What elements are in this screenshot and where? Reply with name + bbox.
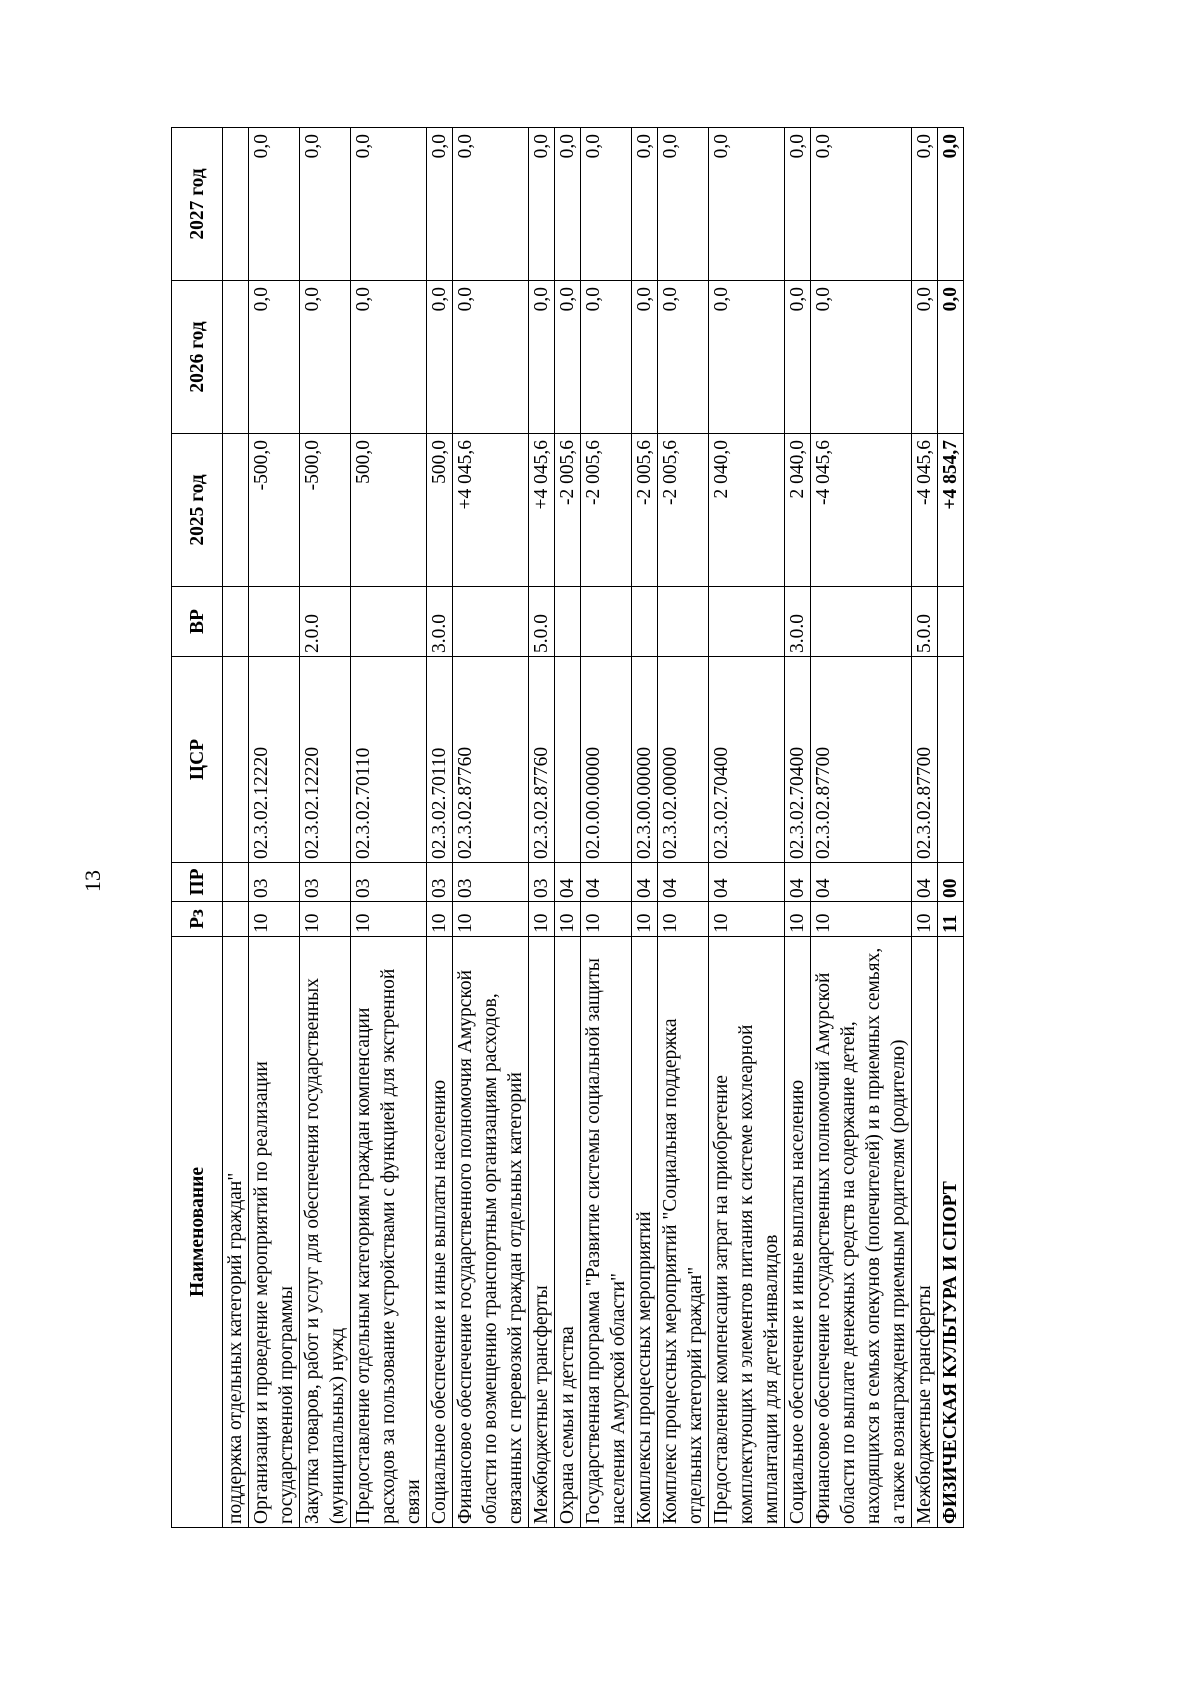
cell-rz: 11 (938, 902, 964, 937)
cell-2025: 2 040,0 (785, 434, 811, 587)
cell-rz: 10 (581, 902, 632, 937)
cell-csr: 02.3.02.70400 (709, 657, 785, 863)
cell-2025: +4 854,7 (938, 434, 964, 587)
table-row (632, 128, 658, 1528)
cell-name: Финансовое обеспечение государственных полномочий Амурской области по выплате денежных средств на содержание детей, находящихся в семьях опекунов (попечителей) и в приемных семьях, а также вознаграждения приемным родителям (родителю) (811, 937, 912, 1528)
cell-vr (632, 587, 658, 657)
cell-csr: 02.0.00.00000 (581, 657, 632, 863)
cell-rz: 10 (912, 902, 938, 937)
header-2025: 2025 год (172, 434, 223, 587)
cell-2027: 0,0 (709, 128, 785, 281)
cell-2025 (223, 434, 249, 587)
cell-vr (811, 587, 912, 657)
cell-2027: 0,0 (529, 128, 555, 281)
cell-vr (581, 587, 632, 657)
cell-vr: 5.0.0 (912, 587, 938, 657)
cell-vr (223, 587, 249, 657)
cell-vr (453, 587, 529, 657)
cell-rz: 10 (555, 902, 581, 937)
cell-name: Предоставление компенсации затрат на приобретение комплектующих и элементов питания к системе кохлеарной имплантации для детей-инвалидов (709, 937, 785, 1528)
cell-2026: 0,0 (453, 281, 529, 434)
cell-2027: 0,0 (912, 128, 938, 281)
cell-pr: 04 (581, 863, 632, 902)
cell-pr: 00 (938, 863, 964, 902)
header-name: Наименование (172, 937, 223, 1528)
cell-csr (555, 657, 581, 863)
cell-pr (223, 863, 249, 902)
cell-2025: +4 045,6 (453, 434, 529, 587)
cell-name: Предоставление отдельным категориям граждан компенсации расходов за пользование устройствами с функцией для экстренной связи (351, 937, 427, 1528)
cell-name: Социальное обеспечение и иные выплаты населению (785, 937, 811, 1528)
table-row (223, 128, 249, 1528)
cell-2026: 0,0 (632, 281, 658, 434)
table-header-row (172, 128, 223, 1528)
header-vr: ВР (172, 587, 223, 657)
cell-csr (223, 657, 249, 863)
cell-2027: 0,0 (453, 128, 529, 281)
cell-2026: 0,0 (351, 281, 427, 434)
cell-rz: 10 (709, 902, 785, 937)
cell-pr: 03 (453, 863, 529, 902)
cell-rz: 10 (785, 902, 811, 937)
table-row (785, 128, 811, 1528)
cell-rz: 10 (453, 902, 529, 937)
cell-vr (938, 587, 964, 657)
cell-name: Комплексы процессных мероприятий (632, 937, 658, 1528)
cell-rz: 10 (427, 902, 453, 937)
cell-rz: 10 (811, 902, 912, 937)
cell-vr (351, 587, 427, 657)
table-row (453, 128, 529, 1528)
cell-csr: 02.3.00.00000 (632, 657, 658, 863)
cell-name: Финансовое обеспечение государственного полномочия Амурской области по возмещению транспортным организациям расходов, связанных с перевозкой граждан отдельных категорий (453, 937, 529, 1528)
cell-2025: 500,0 (351, 434, 427, 587)
cell-csr: 02.3.02.12220 (249, 657, 300, 863)
cell-name: Организация и проведение мероприятий по реализации государственной программы (249, 937, 300, 1528)
header-2027: 2027 год (172, 128, 223, 281)
cell-vr: 3.0.0 (427, 587, 453, 657)
cell-csr: 02.3.02.87700 (811, 657, 912, 863)
cell-2025: +4 045,6 (529, 434, 555, 587)
table-row (709, 128, 785, 1528)
cell-2027: 0,0 (811, 128, 912, 281)
cell-name: ФИЗИЧЕСКАЯ КУЛЬТУРА И СПОРТ (938, 937, 964, 1528)
cell-pr: 04 (632, 863, 658, 902)
cell-2026: 0,0 (249, 281, 300, 434)
cell-rz: 10 (529, 902, 555, 937)
table-row (555, 128, 581, 1528)
cell-pr: 03 (529, 863, 555, 902)
table-row (427, 128, 453, 1528)
cell-2027: 0,0 (300, 128, 351, 281)
table-row (529, 128, 555, 1528)
cell-pr: 04 (709, 863, 785, 902)
budget-table-rotated (171, 128, 1191, 1528)
cell-name: Государственная программа "Развитие системы социальной защиты населения Амурской области" (581, 937, 632, 1528)
cell-2025: -2 005,6 (658, 434, 709, 587)
cell-csr (938, 657, 964, 863)
table-row (581, 128, 632, 1528)
cell-vr (658, 587, 709, 657)
cell-name: Закупка товаров, работ и услуг для обеспечения государственных (муниципальных) нужд (300, 937, 351, 1528)
cell-2026: 0,0 (785, 281, 811, 434)
table-row (658, 128, 709, 1528)
cell-name: Охрана семьи и детства (555, 937, 581, 1528)
cell-name: Социальное обеспечение и иные выплаты населению (427, 937, 453, 1528)
cell-2027 (223, 128, 249, 281)
cell-2027: 0,0 (351, 128, 427, 281)
cell-csr: 02.3.02.70400 (785, 657, 811, 863)
cell-2027: 0,0 (555, 128, 581, 281)
cell-2026: 0,0 (581, 281, 632, 434)
cell-2025: -2 005,6 (581, 434, 632, 587)
header-csr: ЦСР (172, 657, 223, 863)
cell-vr: 5.0.0 (529, 587, 555, 657)
cell-2026: 0,0 (811, 281, 912, 434)
cell-vr: 3.0.0 (785, 587, 811, 657)
header-2026: 2026 год (172, 281, 223, 434)
cell-csr: 02.3.02.87760 (453, 657, 529, 863)
table-row (351, 128, 427, 1528)
cell-pr: 03 (249, 863, 300, 902)
cell-csr: 02.3.02.87760 (529, 657, 555, 863)
cell-pr: 04 (912, 863, 938, 902)
cell-2027: 0,0 (785, 128, 811, 281)
cell-2026: 0,0 (709, 281, 785, 434)
cell-csr: 02.3.02.70110 (351, 657, 427, 863)
cell-2027: 0,0 (938, 128, 964, 281)
cell-2025: -2 005,6 (555, 434, 581, 587)
cell-csr: 02.3.02.12220 (300, 657, 351, 863)
cell-csr: 02.3.02.70110 (427, 657, 453, 863)
cell-2025: 500,0 (427, 434, 453, 587)
header-pr: ПР (172, 863, 223, 902)
cell-rz: 10 (300, 902, 351, 937)
header-rz: Рз (172, 902, 223, 937)
cell-name: Межбюджетные трансферты (529, 937, 555, 1528)
cell-pr: 04 (811, 863, 912, 902)
cell-vr (709, 587, 785, 657)
table-row (300, 128, 351, 1528)
cell-rz: 10 (632, 902, 658, 937)
cell-vr: 2.0.0 (300, 587, 351, 657)
cell-pr: 03 (427, 863, 453, 902)
cell-2025: -4 045,6 (912, 434, 938, 587)
budget-table (171, 127, 964, 1528)
cell-2027: 0,0 (658, 128, 709, 281)
cell-2027: 0,0 (249, 128, 300, 281)
cell-name: Комплекс процессных мероприятий "Социальная поддержка отдельных категорий граждан" (658, 937, 709, 1528)
cell-2027: 0,0 (632, 128, 658, 281)
cell-csr: 02.3.02.87700 (912, 657, 938, 863)
cell-2025: -500,0 (300, 434, 351, 587)
cell-csr: 02.3.02.00000 (658, 657, 709, 863)
table-row (912, 128, 938, 1528)
cell-pr: 04 (555, 863, 581, 902)
table-row-total (938, 128, 964, 1528)
cell-rz: 10 (351, 902, 427, 937)
cell-2025: 2 040,0 (709, 434, 785, 587)
cell-2026: 0,0 (555, 281, 581, 434)
table-row (811, 128, 912, 1528)
cell-name: поддержка отдельных категорий граждан" (223, 937, 249, 1528)
cell-2027: 0,0 (427, 128, 453, 281)
cell-name: Межбюджетные трансферты (912, 937, 938, 1528)
cell-pr: 04 (785, 863, 811, 902)
cell-rz: 10 (658, 902, 709, 937)
cell-2026: 0,0 (427, 281, 453, 434)
cell-pr: 03 (351, 863, 427, 902)
cell-pr: 03 (300, 863, 351, 902)
cell-2026: 0,0 (912, 281, 938, 434)
cell-rz: 10 (249, 902, 300, 937)
cell-vr (249, 587, 300, 657)
cell-pr: 04 (658, 863, 709, 902)
cell-2025: -500,0 (249, 434, 300, 587)
table-row (249, 128, 300, 1528)
cell-vr (555, 587, 581, 657)
cell-2027: 0,0 (581, 128, 632, 281)
cell-2026: 0,0 (938, 281, 964, 434)
cell-2026: 0,0 (529, 281, 555, 434)
page-number: 13 (80, 870, 105, 892)
cell-rz (223, 902, 249, 937)
cell-2026: 0,0 (658, 281, 709, 434)
cell-2025: -2 005,6 (632, 434, 658, 587)
cell-2026: 0,0 (300, 281, 351, 434)
cell-2026 (223, 281, 249, 434)
cell-2025: -4 045,6 (811, 434, 912, 587)
